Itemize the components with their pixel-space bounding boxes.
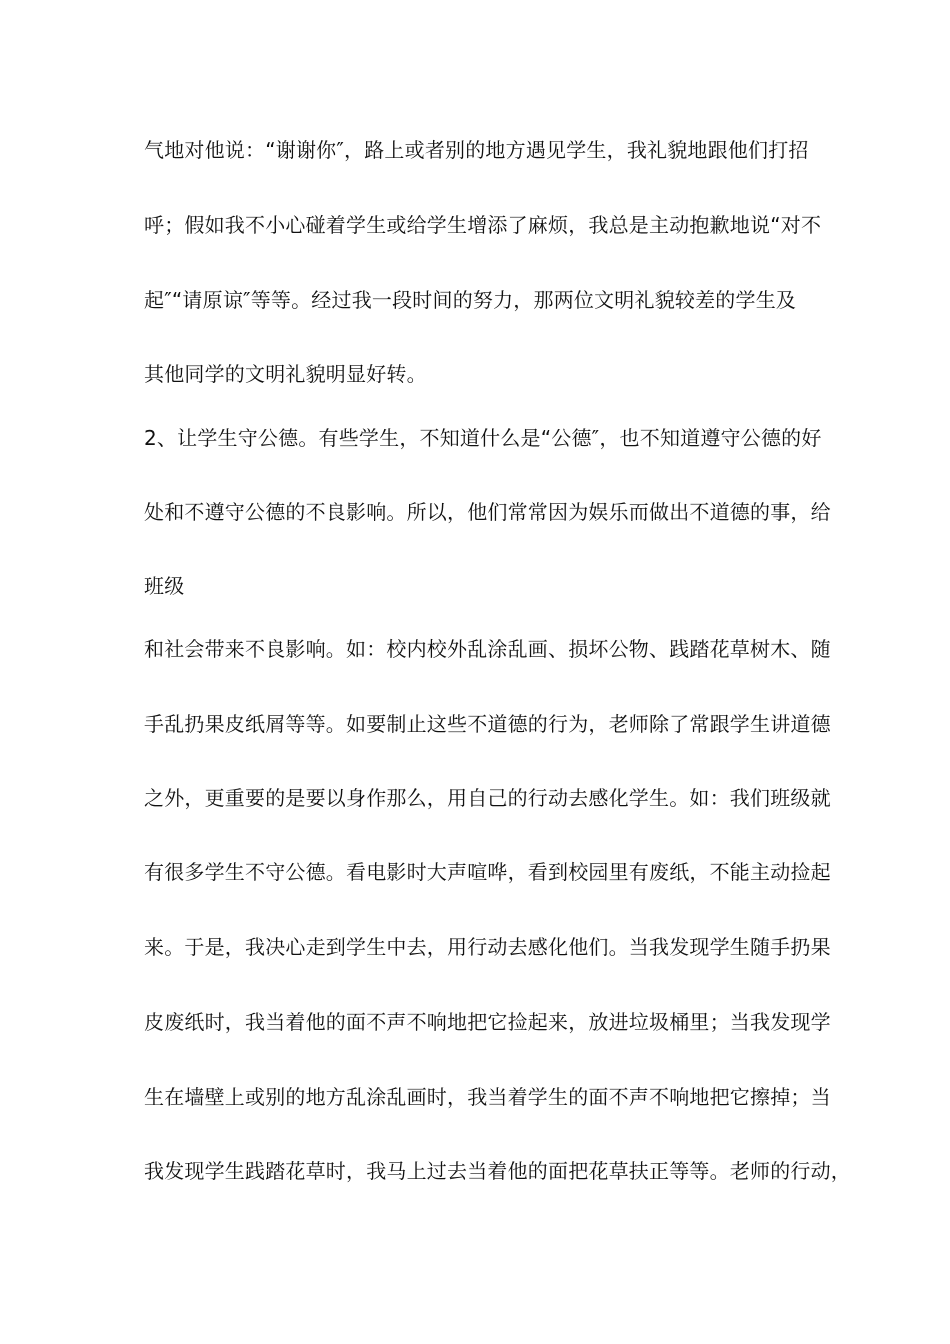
paragraph-2-line-4: 和社会带来不良影响。如：校内校外乱涂乱画、损坏公物、践踏花草树木、随	[144, 637, 831, 661]
text-line-2: 呼；假如我不小心碰着学生或给学生增添了麻烦，我总是主动抱歉地说“对不	[144, 213, 822, 237]
text-line-3: 起″“请原谅″等等。经过我一段时间的努力，那两位文明礼貌较差的学生及	[144, 288, 797, 312]
paragraph-2-line-2: 处和不遵守公德的不良影响。所以，他们常常因为娱乐而做出不道德的事，给	[144, 500, 831, 524]
paragraph-2-line-7: 有很多学生不守公德。看电影时大声喧哗，看到校园里有废纸，不能主动捡起	[144, 860, 831, 884]
paragraph-2-line-5: 手乱扔果皮纸屑等等。如要制止这些不道德的行为，老师除了常跟学生讲道德	[144, 712, 831, 736]
paragraph-2-line-1: 2、让学生守公德。有些学生，不知道什么是“公德″，也不知道遵守公德的好	[144, 426, 822, 450]
paragraph-2-line-9: 皮废纸时，我当着他的面不声不响地把它捡起来，放进垃圾桶里；当我发现学	[144, 1010, 831, 1034]
paragraph-2-line-8: 来。于是，我决心走到学生中去，用行动去感化他们。当我发现学生随手扔果	[144, 935, 831, 959]
paragraph-2-line-3: 班级	[144, 574, 185, 598]
text-line-1: 气地对他说：“谢谢你″，路上或者别的地方遇见学生，我礼貌地跟他们打招	[144, 138, 809, 162]
text-line-4: 其他同学的文明礼貌明显好转。	[144, 362, 427, 386]
paragraph-2-line-10: 生在墙壁上或别的地方乱涂乱画时，我当着学生的面不声不响地把它擦掉；当	[144, 1085, 831, 1109]
paragraph-2-line-6: 之外，更重要的是要以身作那么，用自己的行动去感化学生。如：我们班级就	[144, 786, 831, 810]
paragraph-2-line-11: 我发现学生践踏花草时，我马上过去当着他的面把花草扶正等等。老师的行动，	[144, 1159, 851, 1183]
